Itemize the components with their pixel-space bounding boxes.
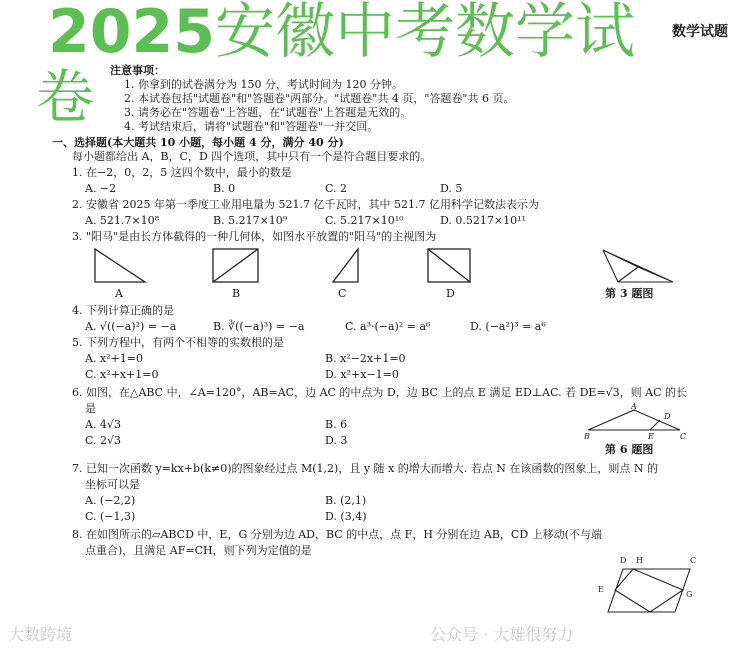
- q5-option-c: C. x²+x+1=0: [85, 368, 159, 381]
- q3-option-figures: [90, 247, 510, 285]
- q6-stem: 6. 如图，在△ABC 中，∠A=120°，AB=AC，边 AC 的中点为 D，边 BC 上的点 E 满足 ED⊥AC. 若 DE=√3，则 AC 的长: [72, 386, 688, 399]
- overlay-title-line1: [48, 0, 635, 67]
- q7-option-d: D. (3,4): [325, 510, 367, 523]
- q6-option-c: C. 2√3: [85, 434, 122, 447]
- q7-option-b: B. (2,1): [325, 494, 367, 507]
- q6-stem-cont: 是: [85, 402, 96, 415]
- overlay-year: 2025: [48, 0, 215, 67]
- q7-stem-cont: 坐标可以是: [85, 478, 140, 491]
- notice-2: 2. 本试卷包括"试题卷"和"答题卷"两部分。"试题卷"共 4 页，"答题卷"共 6 页。: [124, 92, 515, 105]
- q7-option-c: C. (−1,3): [85, 510, 136, 523]
- q4-stem: 4. 下列计算正确的是: [72, 304, 174, 317]
- q8-stem-cont: 点重合)，且满足 AF=CH，则下列为定值的是: [85, 544, 312, 557]
- q5-option-a: A. x²+1=0: [85, 352, 143, 365]
- q2-option-b: B. 5.217×10⁹: [213, 214, 288, 227]
- overlay-title-text: 安徽中考数学试: [215, 0, 635, 67]
- q3-stem: 3. "阳马"是由长方体截得的一种几何体，如图水平放置的"阳马"的主视图为: [72, 230, 437, 243]
- section-note: 每小题都给出 A，B，C，D 四个选项，其中只有一个是符合题目要求的。: [72, 150, 432, 163]
- q8-label-h: H: [636, 556, 643, 565]
- q7-option-a: A. (−2,2): [85, 494, 136, 507]
- q2-stem: 2. 安徽省 2025 年第一季度工业用电量为 521.7 亿千瓦时，其中 521.7 亿用科学记数法表示为: [72, 198, 539, 211]
- q1-option-a: A. −2: [85, 182, 117, 195]
- overlay-title-line2: 卷: [36, 63, 95, 131]
- watermark-left: 大数跨境: [8, 625, 73, 644]
- notice-heading: 注意事项：: [110, 64, 165, 77]
- q3-label-d: D: [446, 287, 455, 300]
- q6-figure-caption: 第 6 题图: [605, 443, 654, 456]
- q6-label-a: A: [631, 402, 637, 411]
- q4-option-b: B. ∛((−a)³) = −a: [213, 320, 305, 333]
- q6-label-e: E: [648, 432, 654, 441]
- q1-stem: 1. 在−2，0，2，5 这四个数中，最小的数是: [72, 166, 292, 179]
- notice-1: 1. 你拿到的试卷满分为 150 分，考试时间为 120 分钟。: [124, 78, 403, 91]
- q3-label-c: C: [338, 287, 347, 300]
- q6-label-b: B: [584, 432, 590, 441]
- q6-option-b: B. 6: [325, 418, 348, 431]
- q1-option-c: C. 2: [325, 182, 348, 195]
- q8-label-g: G: [686, 590, 693, 599]
- q5-option-b: B. x²−2x+1=0: [325, 352, 406, 365]
- q2-option-c: C. 5.217×10¹⁰: [325, 214, 404, 227]
- watermark-right: 公众号 · 大雄很努力: [430, 625, 574, 644]
- paper-title: 数学试题: [672, 24, 728, 40]
- q4-option-a: A. √((−a)²) = −a: [85, 320, 177, 333]
- q2-option-a: A. 521.7×10⁸: [85, 214, 160, 227]
- q4-option-d: D. (−a²)³ = a⁶: [470, 320, 546, 333]
- q1-option-d: D. 5: [440, 182, 463, 195]
- figure-a-triangle: [95, 249, 145, 282]
- q4-option-c: C. a³·(−a)² = a⁶: [345, 320, 431, 333]
- figure-c-triangle: [333, 249, 358, 282]
- q8-label-d: D: [620, 556, 627, 565]
- q8-label-e: E: [598, 585, 604, 594]
- q3-figure-caption: 第 3 题图: [605, 287, 654, 300]
- q5-stem: 5. 下列方程中，有两个不相等的实数根的是: [72, 336, 284, 349]
- q8-stem: 8. 在如图所示的▱ABCD 中，E，G 分别为边 AD，BC 的中点，点 F，H 分别在边 AB，CD 上移动(不与端: [72, 528, 602, 541]
- q3-figure-yangma: [598, 247, 678, 285]
- section-heading: 一、选择题(本大题共 10 小题，每小题 4 分，满分 40 分): [52, 136, 344, 149]
- q2-option-d: D. 0.5217×10¹¹: [440, 214, 526, 227]
- q3-label-b: B: [232, 287, 241, 300]
- q8-figure-parallelogram: [605, 567, 695, 614]
- q7-stem: 7. 已知一次函数 y=kx+b(k≠0)的图象经过点 M(1,2)，且 y 随 x 的增大而增大. 若点 N 在该函数的图象上，则点 N 的: [72, 462, 658, 475]
- q6-label-c: C: [680, 432, 687, 441]
- q6-option-a: A. 4√3: [85, 418, 121, 431]
- q6-label-d: D: [664, 412, 671, 421]
- notice-3: 3. 请务必在"答题卷"上答题，在"试题卷"上答题是无效的。: [124, 106, 412, 119]
- q8-label-c: C: [690, 556, 697, 565]
- q3-label-a: A: [115, 287, 123, 300]
- q1-option-b: B. 0: [213, 182, 236, 195]
- q6-option-d: D. 3: [325, 434, 348, 447]
- notice-4: 4. 考试结束后，请将"试题卷"和"答题卷"一并交回。: [124, 120, 379, 133]
- q5-option-d: D. x²+x−1=0: [325, 368, 399, 381]
